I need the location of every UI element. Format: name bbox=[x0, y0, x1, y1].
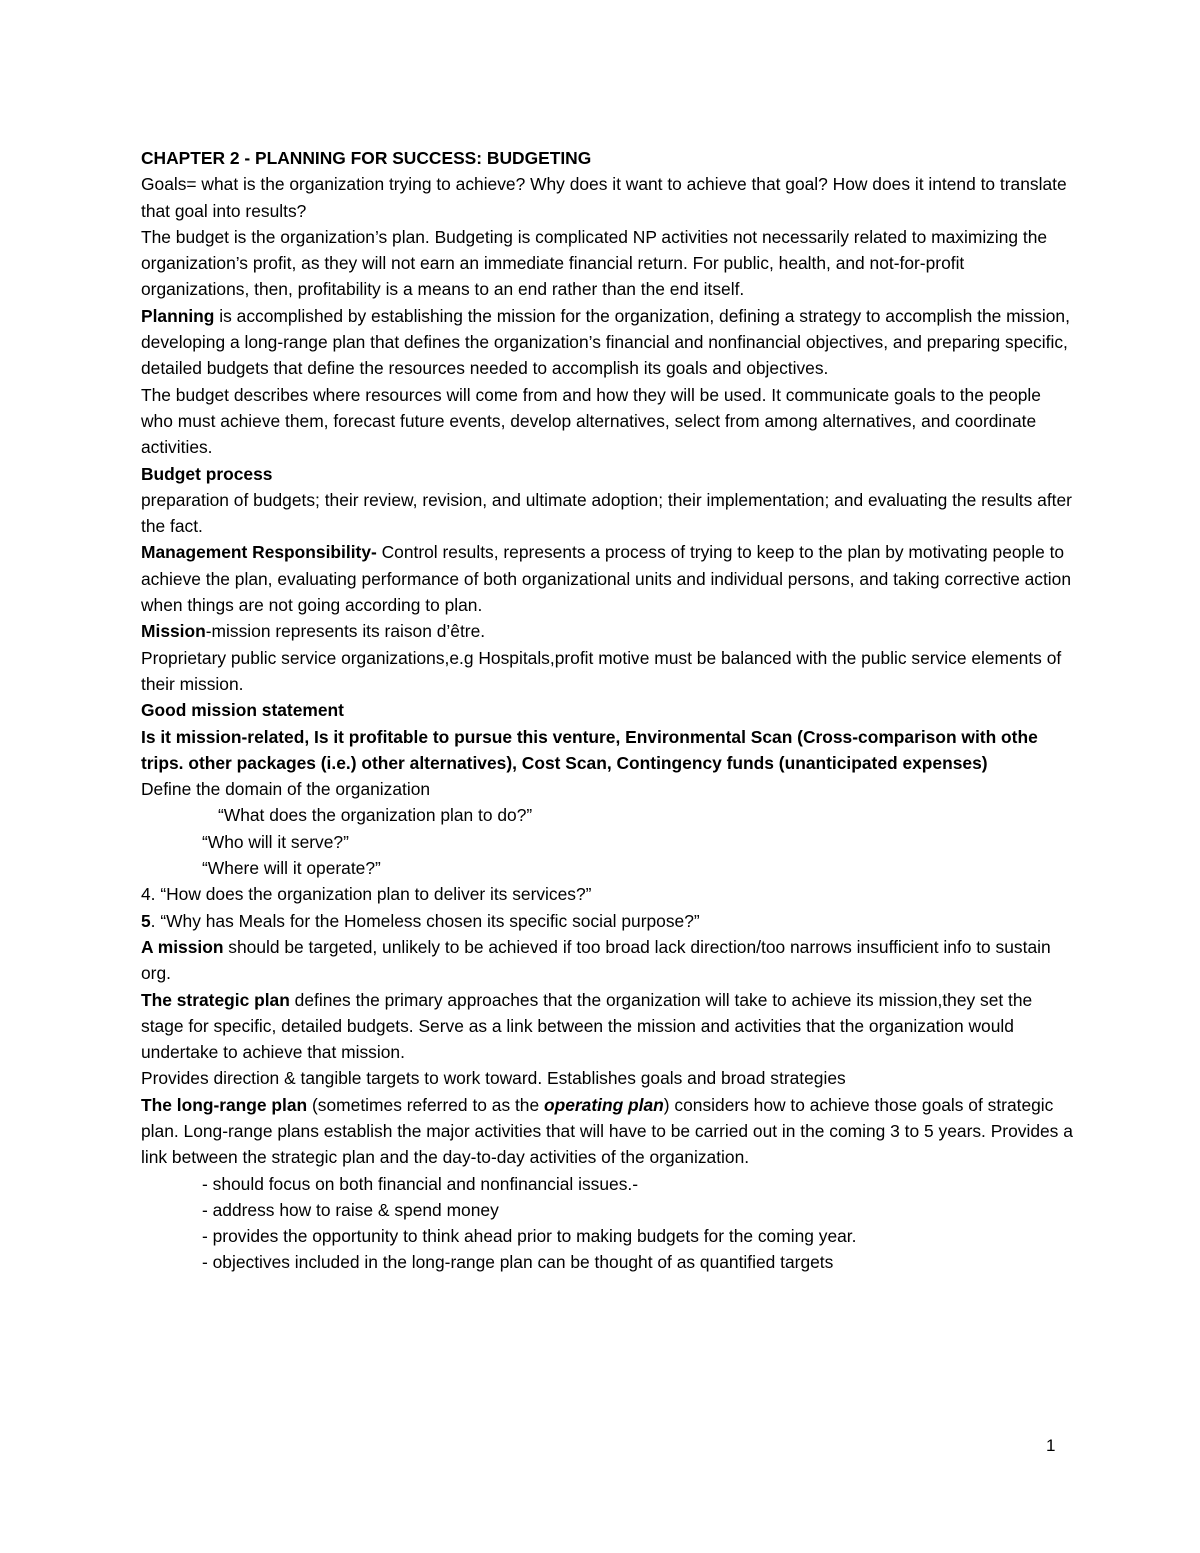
long-range-bullet: - provides the opportunity to think ahead prior to making budgets for the coming year. bbox=[202, 1226, 857, 1247]
long-range-text: considers how to achieve those goals of strategic plan. Long-range plans establish the major activities that will have to be carried out in the coming 3 to 5 years. Provides a link between the strategic plan and the day-to-day activities of the organization. bbox=[141, 1094, 1073, 1168]
mission-term: Mission bbox=[141, 621, 206, 642]
operating-plan-term: operating plan bbox=[543, 1094, 664, 1115]
management-text: Control results, represents a process of trying to keep to the plan by motivating people to achieve the plan, evaluating performance of both organizational units and individual persons, and taking corrective action when things are not going according to plan. bbox=[141, 542, 1072, 616]
long-range-bullet: - should focus on both financial and nonfinancial issues.- bbox=[202, 1173, 639, 1194]
good-mission-heading: Good mission statement bbox=[141, 700, 344, 721]
strategic-plan-term: The strategic plan bbox=[141, 989, 290, 1010]
question-3: “Where will it operate?” bbox=[202, 858, 381, 879]
budget-plan-paragraph: The budget is the organization’s plan. Budgeting is complicated NP activities not necessarily related to maximizing the organization’s profit, as they will not earn an immediate financial return. For public, health, and not-for-profit organizations, then, profitability is a means to an end rather than the end itself. bbox=[141, 226, 1048, 300]
long-range-aside-open: (sometimes referred to as the bbox=[307, 1094, 544, 1115]
long-range-bullet: - address how to raise & spend money bbox=[202, 1199, 499, 1220]
good-mission-criteria: Is it mission-related, Is it profitable to pursue this venture, Environmental Scan (Cross-comparison with othe trips. other packages (i.e.) other alternatives), Cost Scan, Contingency funds (unanticipated expenses) bbox=[141, 726, 1038, 773]
a-mission-text: should be targeted, unlikely to be achieved if too broad lack direction/too narrows insufficient info to sustain org. bbox=[141, 936, 1051, 984]
planning-term: Planning bbox=[141, 305, 215, 326]
chapter-title: CHAPTER 2 - PLANNING FOR SUCCESS: BUDGETING bbox=[141, 148, 592, 168]
budget-process-heading: Budget process bbox=[141, 463, 273, 484]
budget-describes-paragraph: The budget describes where resources will come from and how they will be used. It communicate goals to the people who must achieve them, forecast future events, develop alternatives, select from among alternatives, and coordinate activities. bbox=[141, 384, 1041, 458]
question-1: “What does the organization plan to do?” bbox=[218, 805, 533, 826]
planning-paragraph bbox=[141, 303, 1076, 382]
a-mission-term: A mission bbox=[141, 936, 224, 957]
question-2: “Who will it serve?” bbox=[202, 831, 349, 852]
question-5-number: 5 bbox=[141, 910, 151, 931]
management-paragraph bbox=[141, 539, 1076, 618]
proprietary-paragraph: Proprietary public service organizations,e.g Hospitals,profit motive must be balanced with the public service elements of their mission. bbox=[141, 647, 1062, 694]
a-mission-paragraph bbox=[141, 934, 1076, 987]
mission-paragraph bbox=[141, 618, 1076, 644]
mission-text: -mission represents its raison d’être. bbox=[205, 621, 486, 642]
strategic-plan-paragraph bbox=[141, 987, 1076, 1066]
define-domain-line: Define the domain of the organization bbox=[141, 779, 431, 800]
planning-text: is accomplished by establishing the mission for the organization, defining a strategy to accomplish the mission, developing a long-range plan that defines the organization’s financial and nonfinancial objectives, and preparing specific, detailed budgets that define the resources needed to accomplish its goals and objectives. bbox=[141, 305, 1070, 379]
long-range-term: The long-range plan bbox=[141, 1094, 308, 1115]
budget-process-paragraph: preparation of budgets; their review, revision, and ultimate adoption; their implementation; and evaluating the results after the fact. bbox=[141, 489, 1072, 537]
document-body bbox=[141, 145, 1076, 1276]
strategic-plan-text: defines the primary approaches that the organization will take to achieve its mission,they set the stage for specific, detailed budgets. Serve as a link between the mission and activities that the organization would undertake to achieve that mission. bbox=[141, 989, 1033, 1063]
provides-direction-line: Provides direction & tangible targets to work toward. Establishes goals and broad strategies bbox=[141, 1068, 846, 1089]
long-range-paragraph bbox=[141, 1092, 1076, 1171]
goals-paragraph: Goals= what is the organization trying to achieve? Why does it want to achieve that goal? How does it intend to translate that goal into results? bbox=[141, 174, 1067, 221]
long-range-bullet: - objectives included in the long-range plan can be thought of as quantified targets bbox=[202, 1252, 834, 1273]
question-5 bbox=[141, 908, 1076, 934]
long-range-aside-close: ) bbox=[663, 1094, 670, 1115]
page-number: 1 bbox=[1046, 1436, 1056, 1455]
question-4: 4. “How does the organization plan to deliver its services?” bbox=[141, 884, 592, 905]
question-5-text: . “Why has Meals for the Homeless chosen its specific social purpose?” bbox=[150, 910, 700, 931]
management-term: Management Responsibility- bbox=[141, 542, 377, 563]
